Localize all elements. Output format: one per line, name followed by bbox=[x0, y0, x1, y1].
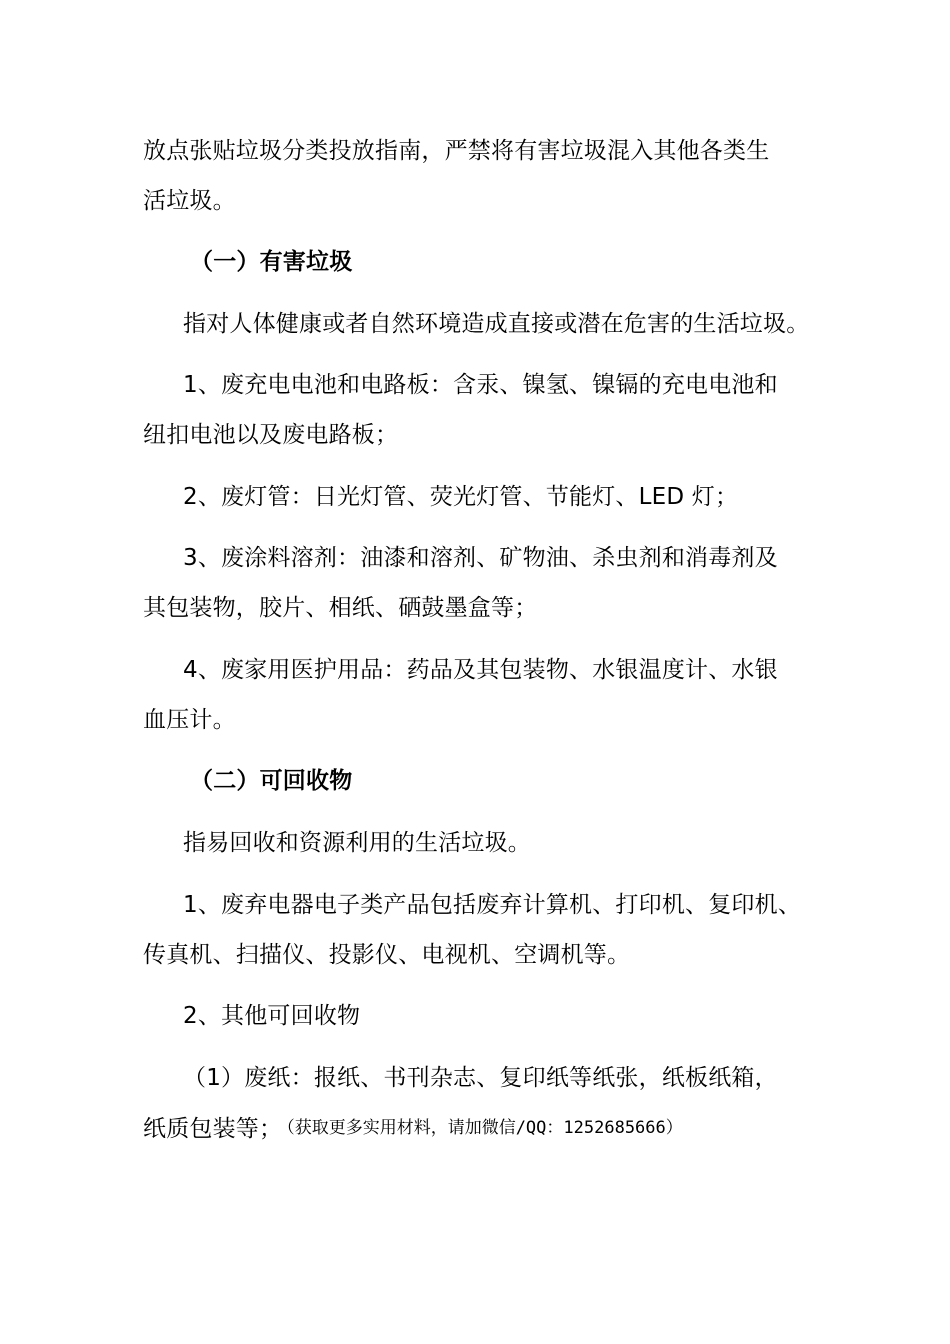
paragraph-line: 放点张贴垃圾分类投放指南，严禁将有害垃圾混入其他各类生 bbox=[143, 138, 770, 164]
list-item-line: 纽扣电池以及废电路板； bbox=[143, 422, 399, 448]
contact-note: （获取更多实用材料，请加微信/QQ：1252685666） bbox=[286, 1118, 683, 1138]
paragraph-line: 指对人体健康或者自然环境造成直接或潜在危害的生活垃圾。 bbox=[183, 311, 810, 337]
list-item-line: 3、废涂料溶剂：油漆和溶剂、矿物油、杀虫剂和消毒剂及 bbox=[183, 545, 778, 571]
list-item-line: 2、废灯管：日光灯管、荧光灯管、节能灯、LED 灯； bbox=[183, 484, 739, 510]
list-item-line: 其包装物，胶片、相纸、硒鼓墨盒等； bbox=[143, 595, 538, 621]
paragraph-line: 指易回收和资源利用的生活垃圾。 bbox=[183, 830, 531, 856]
list-item-line bbox=[143, 1113, 683, 1144]
list-item-line: 1、废弃电器电子类产品包括废弃计算机、打印机、复印机、 bbox=[183, 892, 802, 918]
list-item-text: 纸质包装等； bbox=[143, 1116, 283, 1142]
paragraph-line: 活垃圾。 bbox=[143, 188, 236, 214]
list-item-line: 血压计。 bbox=[143, 707, 236, 733]
list-item-line: 4、废家用医护用品：药品及其包装物、水银温度计、水银 bbox=[183, 657, 778, 683]
list-item-line: 2、其他可回收物 bbox=[183, 1003, 361, 1029]
section-heading-recyclable: （二）可回收物 bbox=[190, 768, 353, 794]
list-item-line: 1、废充电电池和电路板：含汞、镍氢、镍镉的充电电池和 bbox=[183, 372, 778, 398]
list-item-line: （1）废纸：报纸、书刊杂志、复印纸等纸张，纸板纸箱， bbox=[183, 1065, 778, 1091]
list-item-line: 传真机、扫描仪、投影仪、电视机、空调机等。 bbox=[143, 942, 631, 968]
section-heading-hazardous: （一）有害垃圾 bbox=[190, 249, 353, 275]
